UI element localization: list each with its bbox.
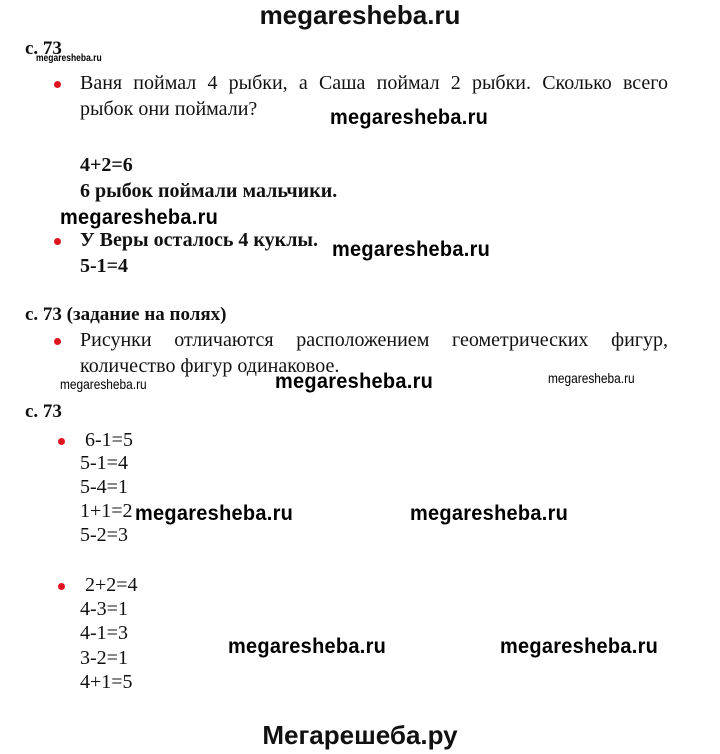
watermark: megaresheba.ru bbox=[548, 370, 635, 386]
task-text: Рисунки отличаются расположением геометрических фигур, bbox=[80, 329, 668, 351]
section-title: с. 73 bbox=[25, 401, 62, 422]
equation: 5-2=3 bbox=[80, 524, 128, 546]
watermark: megaresheba.ru bbox=[60, 206, 219, 229]
site-footer: Мегарешеба.ру bbox=[262, 720, 458, 750]
section-title: с. 73 (задание на полях) bbox=[25, 304, 227, 325]
equation: 4-3=1 bbox=[80, 598, 128, 620]
watermark: megaresheba.ru bbox=[135, 502, 294, 525]
equation: 4+2=6 bbox=[80, 154, 133, 176]
equation: 1+1=2 bbox=[80, 500, 133, 522]
watermark: megaresheba.ru bbox=[275, 370, 434, 393]
task-text: рыбок они поймали? bbox=[80, 98, 258, 120]
bullet-icon bbox=[54, 238, 61, 245]
bullet-icon bbox=[54, 81, 61, 88]
equation: 5-1=4 bbox=[80, 255, 129, 277]
watermark: megaresheba.ru bbox=[330, 106, 489, 129]
bullet-icon bbox=[54, 338, 61, 345]
watermark: megaresheba.ru bbox=[332, 238, 491, 261]
watermark: megaresheba.ru bbox=[36, 53, 102, 64]
equation: 3-2=1 bbox=[80, 647, 128, 669]
equation: 4-1=3 bbox=[80, 622, 128, 644]
watermark: megaresheba.ru bbox=[410, 502, 569, 525]
equation: 2+2=4 bbox=[85, 574, 138, 596]
watermark: megaresheba.ru bbox=[228, 635, 387, 658]
watermark: megaresheba.ru bbox=[60, 376, 147, 392]
bullet-icon bbox=[58, 438, 65, 445]
task-text: количество фигур одинаковое. bbox=[80, 355, 340, 377]
equation: 4+1=5 bbox=[80, 671, 133, 693]
watermark: megaresheba.ru bbox=[500, 635, 659, 658]
task-text: У Веры осталось 4 куклы. bbox=[80, 229, 319, 251]
site-header: megaresheba.ru bbox=[259, 0, 461, 30]
equation: 6-1=5 bbox=[85, 429, 133, 451]
task-text: Ваня поймал 4 рыбки, а Саша поймал 2 рыбки. Сколько всего bbox=[80, 72, 668, 94]
section-title: с. 73 bbox=[25, 38, 62, 59]
equation: 5-1=4 bbox=[80, 452, 128, 474]
answer: 6 рыбок поймали мальчики. bbox=[80, 180, 338, 202]
bullet-icon bbox=[58, 583, 65, 590]
equation: 5-4=1 bbox=[80, 476, 128, 498]
